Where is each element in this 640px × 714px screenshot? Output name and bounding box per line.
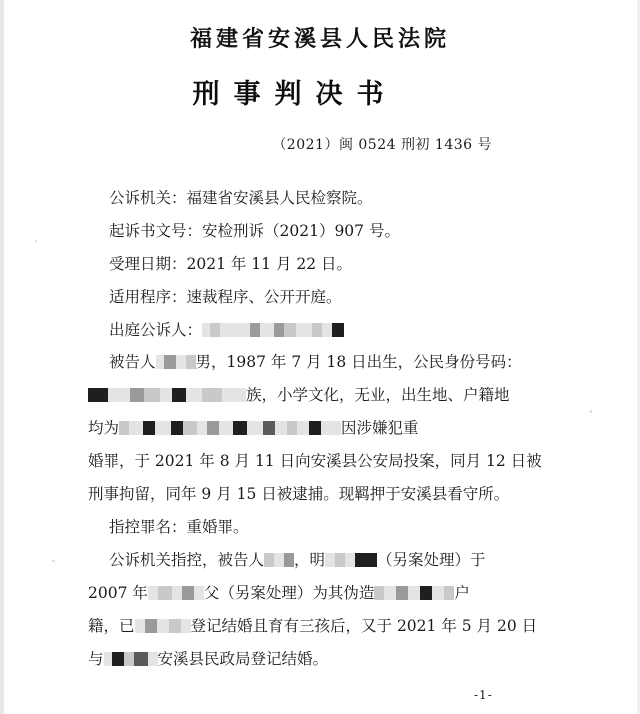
redacted-id-number (88, 388, 246, 402)
acceptance-date-field: 受理日期：2021 年 11 月 22 日。 (109, 255, 353, 273)
prosecuting-agency-field: 公诉机关：福建省安溪县人民检察院。 (109, 189, 373, 207)
allegation-line-1: 公诉机关指控，被告人 ，明 （另案处理）于 (109, 551, 486, 569)
scan-speck (52, 560, 55, 562)
prosecutor-field (109, 318, 344, 340)
prosecutor-label: 出庭公诉人： (109, 321, 203, 339)
defendant-line-4: 婚罪，于 2021 年 8 月 11 日向安溪县公安局投案，同月 12 日被 (88, 452, 542, 470)
procedure-field: 适用程序：速裁程序、公开开庭。 (109, 288, 342, 306)
redacted-prosecutor-names (202, 323, 344, 337)
page-number: -1- (474, 688, 493, 702)
court-name: 福建省安溪县人民法院 (189, 26, 450, 52)
redacted-name-d (374, 586, 454, 600)
defendant-line-1: 被告人 男，1987 年 7 月 18 日出生，公民身份号码： (109, 353, 522, 371)
document-title: 刑事判决书 (192, 79, 398, 110)
redacted-name-b (325, 553, 377, 567)
defendant-line-2: 族，小学文化，无业，出生地、户籍地 (88, 383, 510, 405)
charge-field: 指控罪名：重婚罪。 (109, 518, 249, 536)
case-number: （2021）闽 0524 刑初 1436 号 (272, 137, 492, 153)
indictment-number-field: 起诉书文号：安检刑诉（2021）907 号。 (109, 222, 400, 240)
redacted-name-e (135, 619, 191, 633)
redacted-birthplace (119, 421, 341, 435)
allegation-line-2: 2007 年 父（另案处理）为其伪造 户 (88, 584, 470, 602)
defendant-line-5: 刑事拘留，同年 9 月 15 日被逮捕。现羁押于安溪县看守所。 (88, 485, 510, 503)
scan-speck (35, 240, 37, 242)
defendant-label: 被告人 (109, 353, 156, 371)
redacted-name-f (104, 652, 158, 666)
redacted-name-c (148, 586, 204, 600)
allegation-line-4: 与 安溪县民政局登记结婚。 (88, 650, 329, 668)
defendant-line-3: 均为 因涉嫌犯重 (88, 419, 419, 437)
redacted-defendant-name (156, 355, 196, 369)
allegation-line-3: 籍，已 登记结婚且育有三孩后，又于 2021 年 5 月 20 日 (88, 617, 538, 635)
scan-speck (590, 410, 592, 413)
redacted-name-a (264, 553, 294, 567)
